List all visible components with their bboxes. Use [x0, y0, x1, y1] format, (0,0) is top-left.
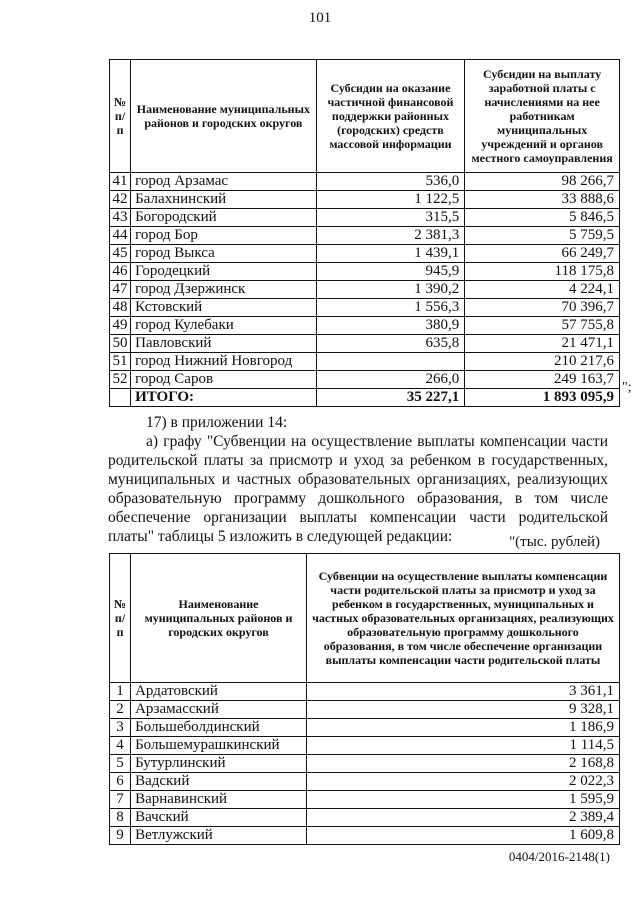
table-row — [110, 809, 620, 827]
salary-subsidy-value: 70 396,7 — [465, 299, 620, 317]
media-subsidy-value: 536,0 — [316, 173, 465, 191]
row-number: 6 — [110, 773, 131, 791]
salary-subsidy-value: 66 249,7 — [465, 245, 620, 263]
row-number: 49 — [110, 317, 131, 335]
table-row — [110, 245, 620, 263]
compensation-value: 1 114,5 — [306, 737, 619, 755]
media-subsidy-value: 2 381,3 — [316, 227, 465, 245]
media-subsidy-value: 1 122,5 — [316, 191, 465, 209]
municipality-name: город Кулебаки — [131, 317, 317, 335]
table-row — [110, 791, 620, 809]
row-number: 47 — [110, 281, 131, 299]
salary-subsidy-value: 57 755,8 — [465, 317, 620, 335]
media-subsidy-value: 1 439,1 — [316, 245, 465, 263]
total-row — [110, 389, 620, 407]
municipality-name: город Бор — [131, 227, 317, 245]
table-row — [110, 227, 620, 245]
row-number: 48 — [110, 299, 131, 317]
closing-quote: "; — [622, 380, 632, 395]
municipality-name: Ветлужский — [131, 827, 307, 845]
table-row — [110, 281, 620, 299]
compensation-value: 1 186,9 — [306, 719, 619, 737]
row-number: 52 — [110, 371, 131, 389]
row-number: 2 — [110, 701, 131, 719]
salary-subsidy-value: 249 163,7 — [465, 371, 620, 389]
compensation-value: 1 609,8 — [306, 827, 619, 845]
table-body — [110, 173, 620, 389]
salary-subsidy-value: 118 175,8 — [465, 263, 620, 281]
row-number: 7 — [110, 791, 131, 809]
total-number-cell — [110, 389, 131, 407]
table-header-row — [110, 60, 620, 173]
municipality-name: Большемурашкинский — [131, 737, 307, 755]
row-number: 8 — [110, 809, 131, 827]
header-municipality: Наименование муниципальных районов и городских округов — [131, 60, 317, 173]
document-code: 0404/2016-2148(1) — [508, 849, 610, 864]
municipality-name: Кстовский — [131, 299, 317, 317]
total-salary: 1 893 095,9 — [465, 389, 620, 407]
media-subsidy-value: 945,9 — [316, 263, 465, 281]
row-number: 3 — [110, 719, 131, 737]
municipality-name: Вачский — [131, 809, 307, 827]
compensation-value: 2 389,4 — [306, 809, 619, 827]
total-label: ИТОГО: — [131, 389, 317, 407]
compensation-value: 1 595,9 — [306, 791, 619, 809]
subsidies-table — [109, 59, 620, 407]
table-row — [110, 317, 620, 335]
table-row — [110, 719, 620, 737]
table-row — [110, 173, 620, 191]
row-number: 41 — [110, 173, 131, 191]
media-subsidy-value: 266,0 — [316, 371, 465, 389]
amendment-text: а) графу "Субвенции на осуществление выплаты компенсации части родительской платы за присмотр и уход за ребенком в государственных, муниципальных и частных образовательных организациях, реализующих образовательную программу дошкольного образования, в том числе обеспечение организации выплаты компенсации части родительской платы" таблицы 5 изложить в следующей редакции: — [108, 433, 608, 545]
table-row — [110, 299, 620, 317]
municipality-name: Павловский — [131, 335, 317, 353]
salary-subsidy-value: 4 224,1 — [465, 281, 620, 299]
salary-subsidy-value: 5 846,5 — [465, 209, 620, 227]
table-row — [110, 737, 620, 755]
compensation-value: 3 361,1 — [306, 683, 619, 701]
table-row — [110, 773, 620, 791]
media-subsidy-value: 380,9 — [316, 317, 465, 335]
table-row — [110, 827, 620, 845]
salary-subsidy-value: 21 471,1 — [465, 335, 620, 353]
municipality-name: город Саров — [131, 371, 317, 389]
municipality-name: Большеболдинский — [131, 719, 307, 737]
table-row — [110, 701, 620, 719]
table-row — [110, 191, 620, 209]
salary-subsidy-value: 98 266,7 — [465, 173, 620, 191]
table-row — [110, 755, 620, 773]
amendment-item: 17) в приложении 14: — [146, 414, 288, 431]
municipality-name: Балахнинский — [131, 191, 317, 209]
table-body — [110, 683, 620, 845]
row-number: 50 — [110, 335, 131, 353]
table-row — [110, 209, 620, 227]
municipality-name: Бутурлинский — [131, 755, 307, 773]
total-media: 35 227,1 — [316, 389, 465, 407]
header-media-subsidies: Субсидии на оказание частичной финансовой поддержки районных (городских) средств массовой информации — [316, 60, 465, 173]
header-salary-subsidies: Субсидии на выплату заработной платы с начислениями на нее работникам муниципальных учреждений и органов местного самоуправления — [465, 60, 620, 173]
row-number: 43 — [110, 209, 131, 227]
table-row — [110, 371, 620, 389]
units-label: "(тыс. рублей) — [509, 534, 600, 550]
municipality-name: город Нижний Новгород — [131, 353, 317, 371]
salary-subsidy-value: 33 888,6 — [465, 191, 620, 209]
table-row — [110, 335, 620, 353]
page-number: 101 — [308, 10, 332, 26]
header-number: № п/п — [110, 554, 131, 683]
row-number: 42 — [110, 191, 131, 209]
row-number: 45 — [110, 245, 131, 263]
media-subsidy-value: 1 390,2 — [316, 281, 465, 299]
header-municipality: Наименование муниципальных районов и городских округов — [131, 554, 307, 683]
row-number: 9 — [110, 827, 131, 845]
municipality-name: Варнавинский — [131, 791, 307, 809]
municipality-name: Городецкий — [131, 263, 317, 281]
compensation-value: 9 328,1 — [306, 701, 619, 719]
municipality-name: город Выкса — [131, 245, 317, 263]
compensation-value: 2 168,8 — [306, 755, 619, 773]
municipality-name: город Арзамас — [131, 173, 317, 191]
row-number: 5 — [110, 755, 131, 773]
municipality-name: Арзамасский — [131, 701, 307, 719]
compensation-value: 2 022,3 — [306, 773, 619, 791]
row-number: 44 — [110, 227, 131, 245]
salary-subsidy-value: 5 759,5 — [465, 227, 620, 245]
media-subsidy-value: 1 556,3 — [316, 299, 465, 317]
salary-subsidy-value: 210 217,6 — [465, 353, 620, 371]
table-row — [110, 353, 620, 371]
row-number: 1 — [110, 683, 131, 701]
municipality-name: Вадский — [131, 773, 307, 791]
table-row — [110, 263, 620, 281]
municipality-name: город Дзержинск — [131, 281, 317, 299]
table-row — [110, 683, 620, 701]
compensation-table — [109, 553, 620, 845]
row-number: 4 — [110, 737, 131, 755]
header-compensation: Субвенции на осуществление выплаты компенсации части родительской платы за присмотр и уход за ребенком в государственных, муниципальных и частных образовательных организациях, реализующих образовательную программу дошкольного образования, в том числе обеспечение организации выплаты компенсации части родительской платы — [306, 554, 619, 683]
municipality-name: Богородский — [131, 209, 317, 227]
media-subsidy-value — [316, 353, 465, 371]
row-number: 51 — [110, 353, 131, 371]
row-number: 46 — [110, 263, 131, 281]
table-header-row — [110, 554, 620, 683]
media-subsidy-value: 635,8 — [316, 335, 465, 353]
municipality-name: Ардатовский — [131, 683, 307, 701]
header-number: № п/п — [110, 60, 131, 173]
media-subsidy-value: 315,5 — [316, 209, 465, 227]
